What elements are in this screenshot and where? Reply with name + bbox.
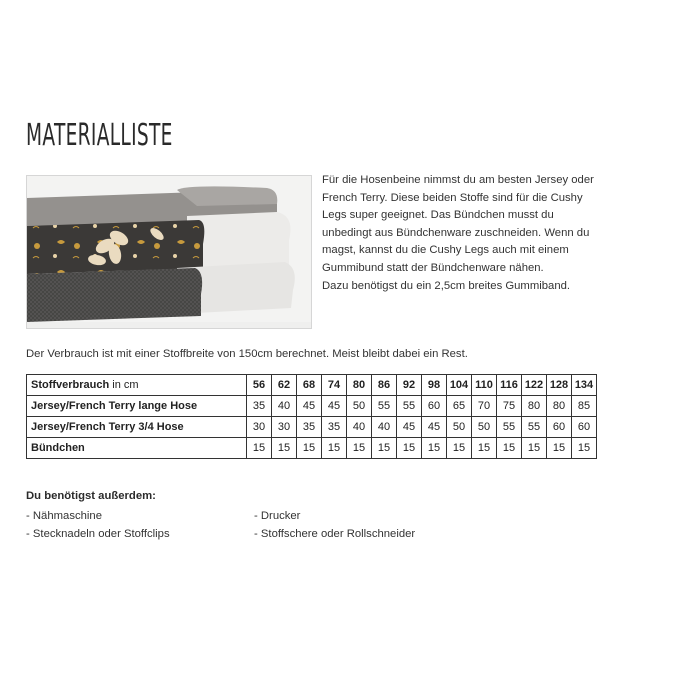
size-header: 116 [497, 375, 522, 396]
list-item: - Nähmaschine [26, 510, 102, 522]
table-header-row [27, 375, 597, 396]
list-item: - Stoffschere oder Rollschneider [254, 528, 416, 540]
size-header: 128 [547, 375, 572, 396]
row-label: Bündchen [27, 438, 247, 459]
header-label-text: Stoffverbrauch [31, 379, 110, 391]
table-cell: 35 [297, 417, 322, 438]
extras-list [26, 508, 466, 542]
size-header: 110 [472, 375, 497, 396]
table-cell: 40 [372, 417, 397, 438]
table-cell: 50 [447, 417, 472, 438]
size-header: 56 [247, 375, 272, 396]
row-label: Jersey/French Terry lange Hose [27, 396, 247, 417]
table-cell: 35 [247, 396, 272, 417]
size-header: 68 [297, 375, 322, 396]
size-header: 122 [522, 375, 547, 396]
table-cell: 50 [472, 417, 497, 438]
intro-line: French Terry. Diese beiden Stoffe sind für die Cushy [322, 191, 583, 204]
size-header: 92 [397, 375, 422, 396]
table-cell: 15 [497, 438, 522, 459]
intro-line: unbedingt aus Bündchenware zuschneiden. Wenn du [322, 226, 590, 239]
table-cell: 55 [397, 396, 422, 417]
table-cell: 30 [247, 417, 272, 438]
intro-line: Dazu benötigst du ein 2,5cm breites Gummiband. [322, 279, 571, 292]
list-item: - Stecknadeln oder Stoffclips [26, 528, 170, 540]
table-cell: 15 [572, 438, 597, 459]
size-header: 62 [272, 375, 297, 396]
page-title: MATERIALLISTE [26, 118, 173, 153]
intro-line: Gummibund statt der Bündchenware nähen. [322, 261, 544, 274]
table-cell: 55 [522, 417, 547, 438]
table-cell: 45 [397, 417, 422, 438]
table-cell: 15 [272, 438, 297, 459]
table-cell: 15 [397, 438, 422, 459]
size-header: 104 [447, 375, 472, 396]
table-cell: 15 [372, 438, 397, 459]
table-cell: 15 [547, 438, 572, 459]
table-cell: 55 [372, 396, 397, 417]
table-cell: 55 [497, 417, 522, 438]
table-cell: 60 [422, 396, 447, 417]
intro-line: magst, kannst du die Cushy Legs auch mit einem [322, 244, 569, 257]
table-row [27, 438, 597, 459]
table-header-label [27, 375, 247, 396]
size-header: 74 [322, 375, 347, 396]
fabric-width-note: Der Verbrauch ist mit einer Stoffbreite von 150cm berechnet. Meist bleibt dabei ein Rest. [26, 348, 468, 360]
table-row [27, 396, 597, 417]
table-cell: 15 [322, 438, 347, 459]
row-label: Jersey/French Terry 3/4 Hose [27, 417, 247, 438]
table-cell: 40 [272, 396, 297, 417]
table-cell: 30 [272, 417, 297, 438]
table-cell: 85 [572, 396, 597, 417]
intro-text [322, 172, 652, 295]
table-cell: 45 [297, 396, 322, 417]
table-cell: 70 [472, 396, 497, 417]
header-unit-text: in cm [109, 379, 139, 391]
table-cell: 15 [522, 438, 547, 459]
table-cell: 15 [422, 438, 447, 459]
table-cell: 45 [322, 396, 347, 417]
table-cell: 15 [447, 438, 472, 459]
table-cell: 15 [472, 438, 497, 459]
intro-line: Legs super geeignet. Das Bündchen musst du [322, 209, 554, 222]
table-cell: 15 [347, 438, 372, 459]
fabric-stack-photo [26, 175, 312, 329]
table-row [27, 417, 597, 438]
fabric-consumption-table [26, 374, 597, 459]
table-cell: 75 [497, 396, 522, 417]
table-cell: 60 [547, 417, 572, 438]
table-cell: 80 [547, 396, 572, 417]
size-header: 80 [347, 375, 372, 396]
table-cell: 60 [572, 417, 597, 438]
intro-line: Für die Hosenbeine nimmst du am besten Jersey oder [322, 174, 594, 186]
size-header: 98 [422, 375, 447, 396]
table-cell: 80 [522, 396, 547, 417]
list-item: - Drucker [254, 510, 301, 522]
size-header: 134 [572, 375, 597, 396]
table-cell: 15 [247, 438, 272, 459]
table-cell: 40 [347, 417, 372, 438]
table-cell: 35 [322, 417, 347, 438]
size-header: 86 [372, 375, 397, 396]
table-cell: 65 [447, 396, 472, 417]
table-cell: 15 [297, 438, 322, 459]
extras-title: Du benötigst außerdem: [26, 490, 156, 502]
table-cell: 50 [347, 396, 372, 417]
table-cell: 45 [422, 417, 447, 438]
